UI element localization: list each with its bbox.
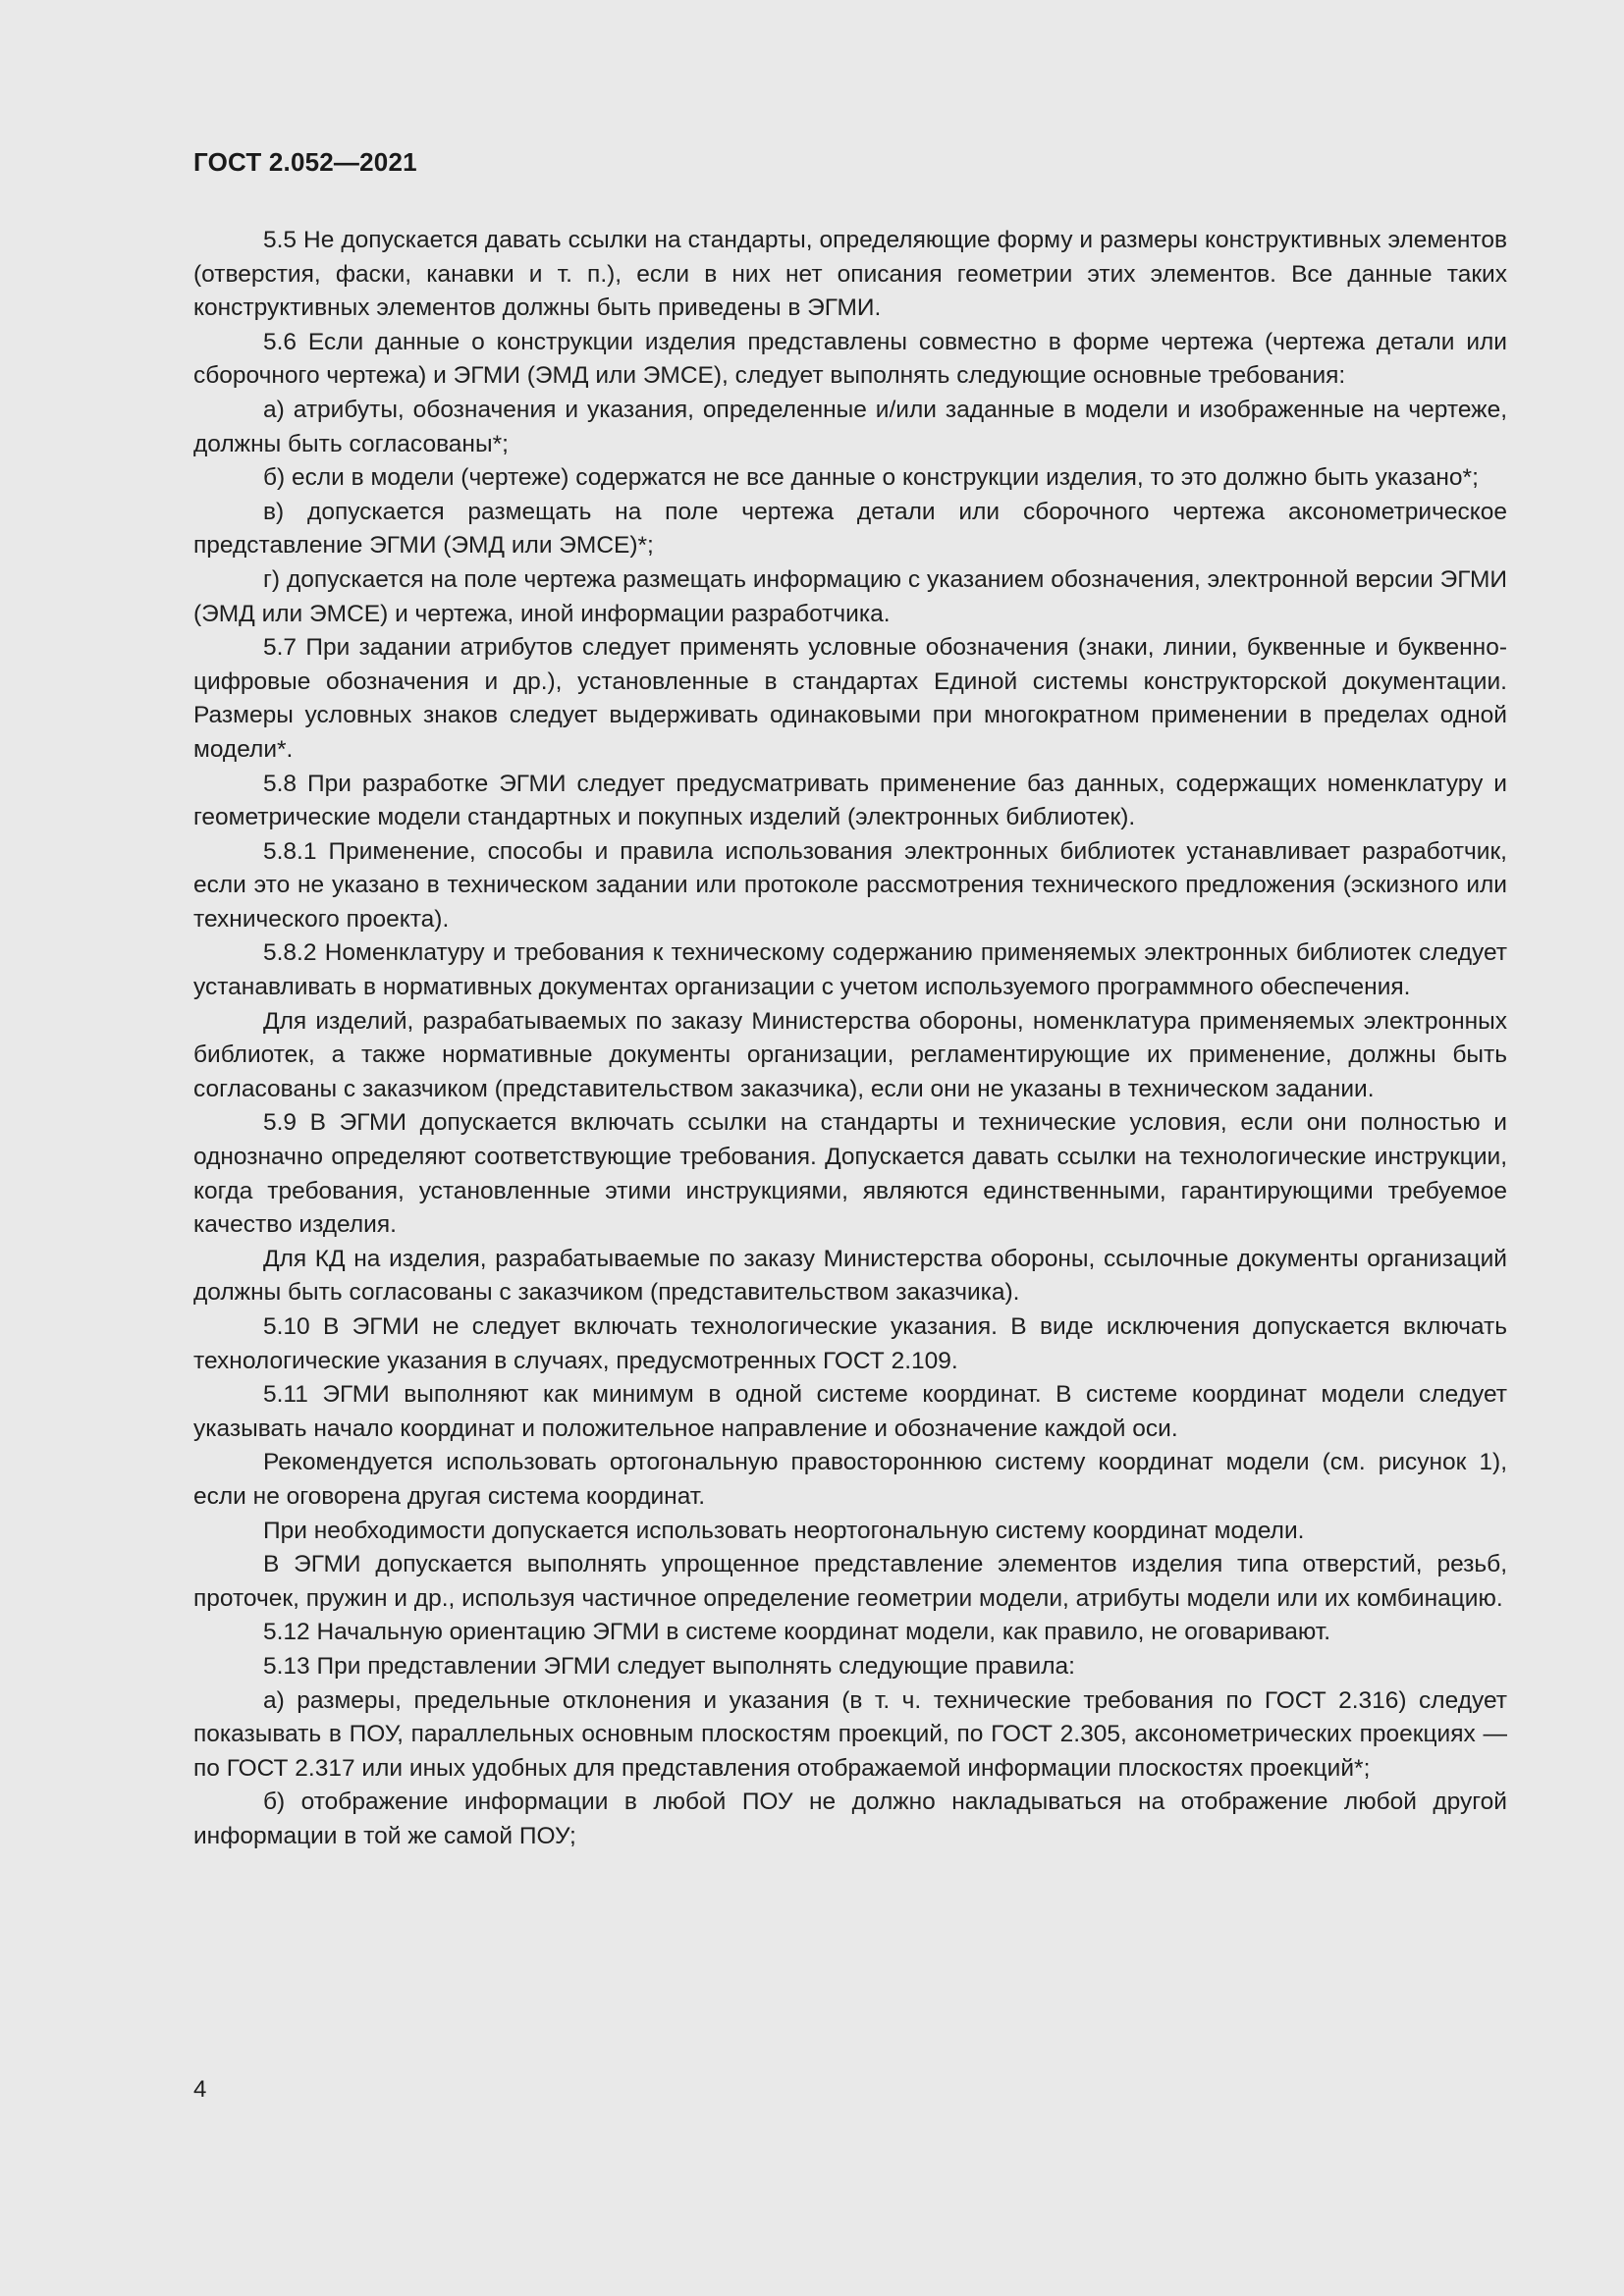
list-item-5-6-g: г) допускается на поле чертежа размещать информацию с указанием обозначения, электронной версии ЭГМИ (ЭМД или ЭМСЕ) и чертежа, иной информации разработчика.: [193, 565, 1507, 627]
list-item-5-6-a: а) атрибуты, обозначения и указания, определенные и/или заданные в модели и изображенные на чертеже, должны быть согласованы*;: [193, 396, 1507, 457]
paragraph-5-12: 5.12 Начальную ориентацию ЭГМИ в системе координат модели, как правило, не оговаривают.: [263, 1619, 1331, 1646]
paragraph-5-9: 5.9 В ЭГМИ допускается включать ссылки на стандарты и технические условия, если они полностью и однозначно определяют соответствующие требования. Допускается давать ссылки на технологические инструкции, когда требования, установленные этими инструкциями, являются единственными, гарантирующими требуемое качество изделия.: [193, 1109, 1507, 1239]
paragraph-5-8-2: 5.8.2 Номенклатуру и требования к техническому содержанию применяемых электронных библиотек следует устанавливать в нормативных документах организации с учетом используемого программного обеспечения.: [193, 939, 1507, 1001]
paragraph-5-13: 5.13 При представлении ЭГМИ следует выполнять следующие правила:: [263, 1652, 1075, 1680]
list-item-5-13-a: а) размеры, предельные отклонения и указания (в т. ч. технические требования по ГОСТ 2.316) следует показывать в ПОУ, параллельных основным плоскостям проекций, по ГОСТ 2.305, аксонометрических проекциях — по ГОСТ 2.317 или иных удобных для представления отображаемой информации плоскостях проекций*;: [193, 1686, 1507, 1782]
page-number: 4: [193, 2076, 207, 2103]
paragraph-5-10: 5.10 В ЭГМИ не следует включать технологические указания. В виде исключения допускается включать технологические указания в случаях, предусмотренных ГОСТ 2.109.: [193, 1313, 1507, 1374]
paragraph-5-11-simplified: В ЭГМИ допускается выполнять упрощенное представление элементов изделия типа отверстий, резьб, проточек, пружин и др., используя частичное определение геометрии модели, атрибуты модели или их комбинацию.: [193, 1551, 1507, 1612]
document-body: [193, 224, 1507, 1854]
document-header: ГОСТ 2.052—2021: [193, 147, 417, 177]
paragraph-5-8: 5.8 При разработке ЭГМИ следует предусматривать применение баз данных, содержащих номенклатуру и геометрические модели стандартных и покупных изделий (электронных библиотек).: [193, 770, 1507, 831]
paragraph-5-9-defense: Для КД на изделия, разрабатываемые по заказу Министерства обороны, ссылочные документы организаций должны быть согласованы с заказчиком (представительством заказчика).: [193, 1245, 1507, 1307]
paragraph-5-7: 5.7 При задании атрибутов следует применять условные обозначения (знаки, линии, буквенные и буквенно-цифровые обозначения и др.), установленные в стандартах Единой системы конструкторской документации. Размеры условных знаков следует выдерживать одинаковыми при многократном применении в пределах одной модели*.: [193, 634, 1507, 763]
paragraph-5-6: 5.6 Если данные о конструкции изделия представлены совместно в форме чертежа (чертежа детали или сборочного чертежа) и ЭГМИ (ЭМД или ЭМСЕ), следует выполнять следующие основные требования:: [193, 328, 1507, 390]
list-item-5-6-v: в) допускается размещать на поле чертежа детали или сборочного чертежа аксонометрическое представление ЭГМИ (ЭМД или ЭМСЕ)*;: [193, 498, 1507, 560]
paragraph-5-8-2-defense: Для изделий, разрабатываемых по заказу Министерства обороны, номенклатура применяемых электронных библиотек, а также нормативные документы организации, регламентирующие их применение, должны быть согласованы с заказчиком (представительством заказчика), если они не указаны в техническом задании.: [193, 1007, 1507, 1102]
list-item-5-6-b: б) если в модели (чертеже) содержатся не все данные о конструкции изделия, то это должно быть указано*;: [263, 464, 1479, 492]
list-item-5-13-b: б) отображение информации в любой ПОУ не должно накладываться на отображение любой другой информации в той же самой ПОУ;: [193, 1789, 1507, 1849]
paragraph-5-11-nonorthogonal: При необходимости допускается использовать неортогональную систему координат модели.: [263, 1517, 1305, 1544]
paragraph-5-11-recommend: Рекомендуется использовать ортогональную правостороннюю систему координат модели (см. рисунок 1), если не оговорена другая система координат.: [193, 1449, 1507, 1510]
paragraph-5-8-1: 5.8.1 Применение, способы и правила использования электронных библиотек устанавливает разработчик, если это не указано в техническом задании или протоколе рассмотрения технического предложения (эскизного или технического проекта).: [193, 837, 1507, 933]
paragraph-5-5: 5.5 Не допускается давать ссылки на стандарты, определяющие форму и размеры конструктивных элементов (отверстия, фаски, канавки и т. п.), если в них нет описания геометрии этих элементов. Все данные таких конструктивных элементов должны быть приведены в ЭГМИ.: [193, 227, 1507, 322]
paragraph-5-11: 5.11 ЭГМИ выполняют как минимум в одной системе координат. В системе координат модели следует указывать начало координат и положительное направление и обозначение каждой оси.: [193, 1381, 1507, 1442]
